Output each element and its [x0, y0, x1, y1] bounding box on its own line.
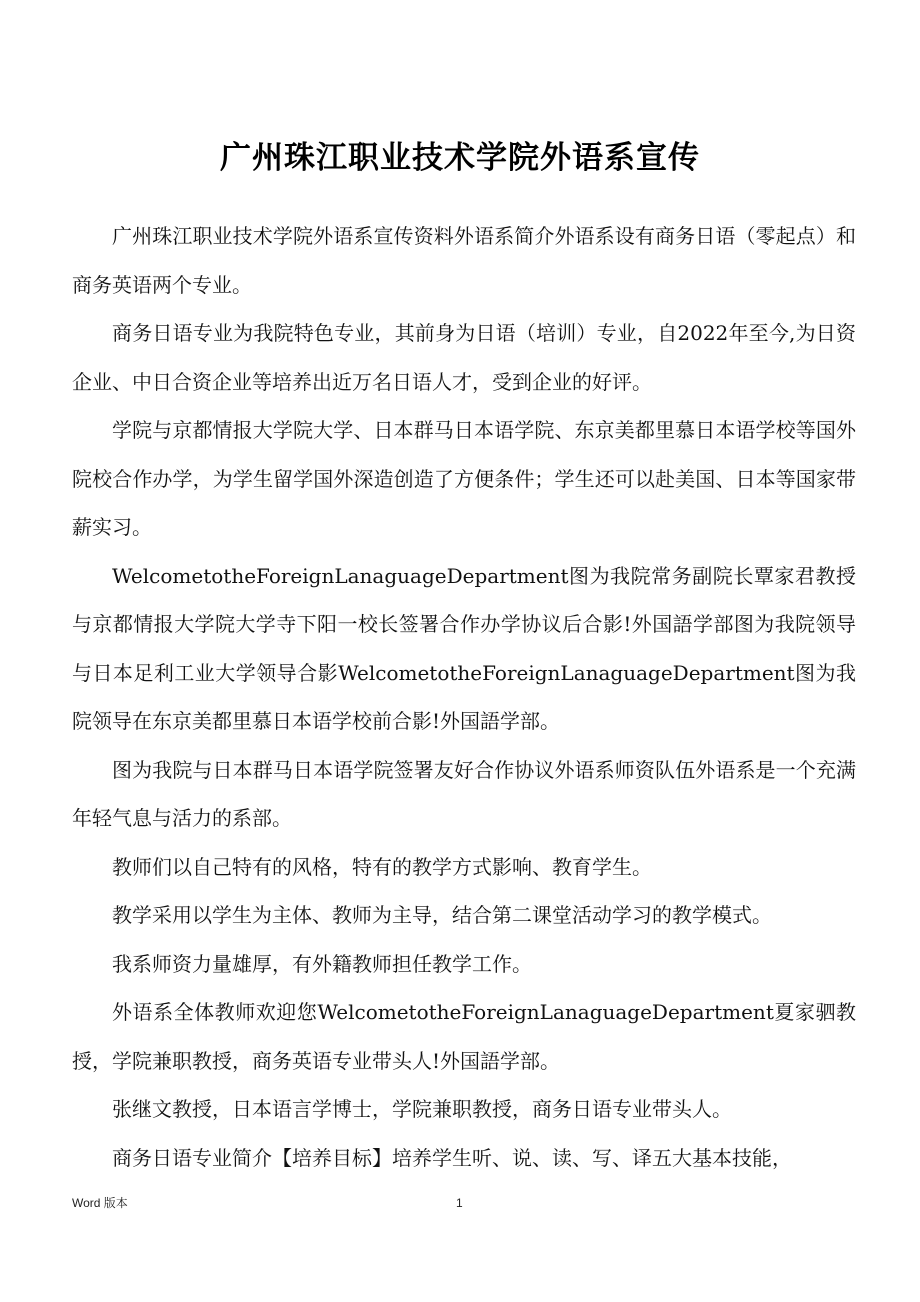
paragraph: 广州珠江职业技术学院外语系宣传资料外语系简介外语系设有商务日语（零起点）和商务英语两个专业。	[72, 224, 856, 297]
paragraph: WelcometotheForeignLanaguageDepartment图为我院常务副院长覃家君教授与京都情报大学院大学寺下阳一校长签署合作办学协议后合影!外国語学部图为我院领导与日本足利工业大学领导合影WelcometotheForeignLanaguageDepartment图为我院领导在东京美都里慕日本语学校前合影!外国語学部。	[72, 563, 856, 733]
paragraph: 商务日语专业为我院特色专业，其前身为日语（培训）专业，自2022年至今,为日资企业、中日合资企业等培养出近万名日语人才，受到企业的好评。	[72, 321, 856, 394]
page-footer	[72, 1193, 848, 1213]
paragraph: 商务日语专业简介【培养目标】培养学生听、说、读、写、译五大基本技能，	[112, 1145, 792, 1170]
footer-version-label: Word 版本	[72, 1196, 128, 1210]
document-body	[72, 212, 856, 1182]
paragraph: 我系师资力量雄厚，有外籍教师担任教学工作。	[112, 951, 532, 976]
paragraph: 图为我院与日本群马日本语学院签署友好合作协议外语系师资队伍外语系是一个充满年轻气息与活力的系部。	[72, 757, 856, 830]
paragraph: 张继文教授，日本语言学博士，学院兼职教授，商务日语专业带头人。	[112, 1097, 732, 1121]
paragraph: 教学采用以学生为主体、教师为主导，结合第二课堂活动学习的教学模式。	[112, 903, 772, 927]
footer-page-number: 1	[456, 1196, 463, 1210]
paragraph: 学院与京都情报大学院大学、日本群马日本语学院、东京美都里慕日本语学校等国外院校合作办学，为学生留学国外深造创造了方便条件；学生还可以赴美国、日本等国家带薪实习。	[72, 418, 856, 539]
paragraph: 外语系全体教师欢迎您WelcometotheForeignLanaguageDepartment夏家驷教授，学院兼职教授，商务英语专业带头人!外国語学部。	[72, 1000, 856, 1073]
document-title: 广州珠江职业技术学院外语系宣传	[220, 140, 700, 176]
paragraph: 教师们以自己特有的风格，特有的教学方式影响、教育学生。	[112, 854, 652, 879]
